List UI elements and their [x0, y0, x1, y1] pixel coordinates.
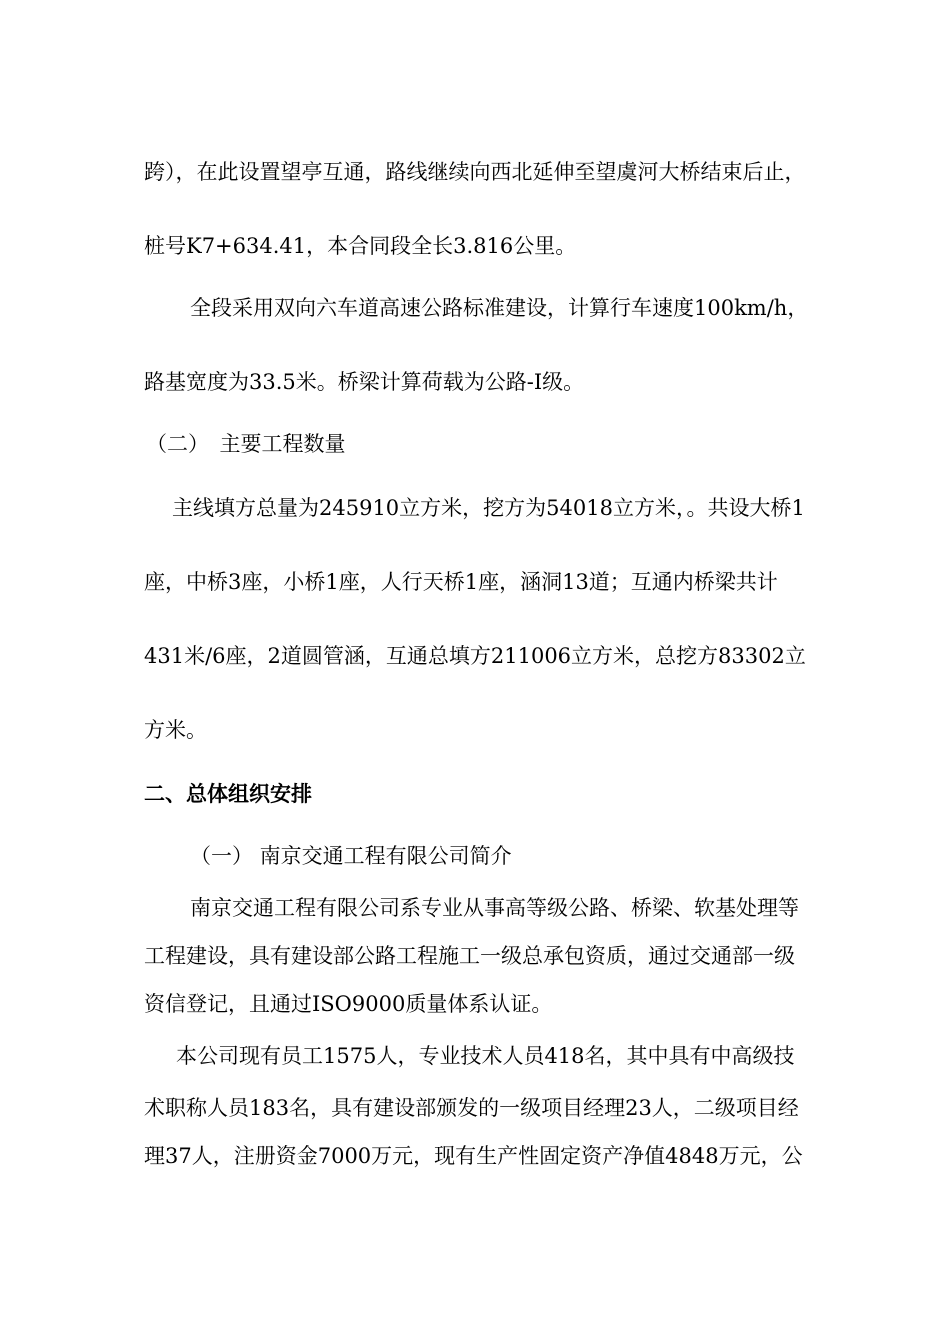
section-heading: 二、总体组织安排: [144, 781, 312, 806]
paragraph-line: 术职称人员183名，具有建设部颁发的一级项目经理23人，二级项目经: [144, 1096, 799, 1120]
paragraph-line: 431米/6座，2道圆管涵，互通总填方211006立方米，总挖方83302立: [144, 644, 806, 668]
paragraph-line: 资信登记，且通过ISO9000质量体系认证。: [144, 992, 553, 1016]
subsection-heading: （一） 南京交通工程有限公司简介: [190, 844, 512, 868]
paragraph-line: 路基宽度为33.5米。桥梁计算荷载为公路-Ⅰ级。: [144, 370, 585, 394]
subsection-heading: （二） 主要工程数量: [146, 432, 346, 456]
paragraph-line: 本公司现有员工1575人，专业技术人员418名，其中具有中高级技: [176, 1044, 795, 1068]
paragraph-line: 座，中桥3座，小桥1座，人行天桥1座，涵洞13道；互通内桥梁共计: [144, 570, 778, 594]
paragraph-line: 南京交通工程有限公司系专业从事高等级公路、桥梁、软基处理等: [190, 896, 799, 920]
paragraph-line: 理37人，注册资金7000万元，现有生产性固定资产净值4848万元，公: [144, 1144, 803, 1168]
paragraph-line: 跨），在此设置望亭互通，路线继续向西北延伸至望虞河大桥结束后止，: [144, 160, 806, 184]
paragraph-line: 方米。: [144, 718, 207, 742]
paragraph-line: 桩号K7+634.41，本合同段全长3.816公里。: [144, 234, 577, 258]
paragraph-line: 工程建设，具有建设部公路工程施工一级总承包资质，通过交通部一级: [144, 944, 795, 968]
paragraph-line: 全段采用双向六车道高速公路标准建设，计算行车速度100km/h，: [190, 296, 809, 320]
paragraph-line: 主线填方总量为245910立方米，挖方为54018立方米，。共设大桥1: [172, 496, 805, 520]
